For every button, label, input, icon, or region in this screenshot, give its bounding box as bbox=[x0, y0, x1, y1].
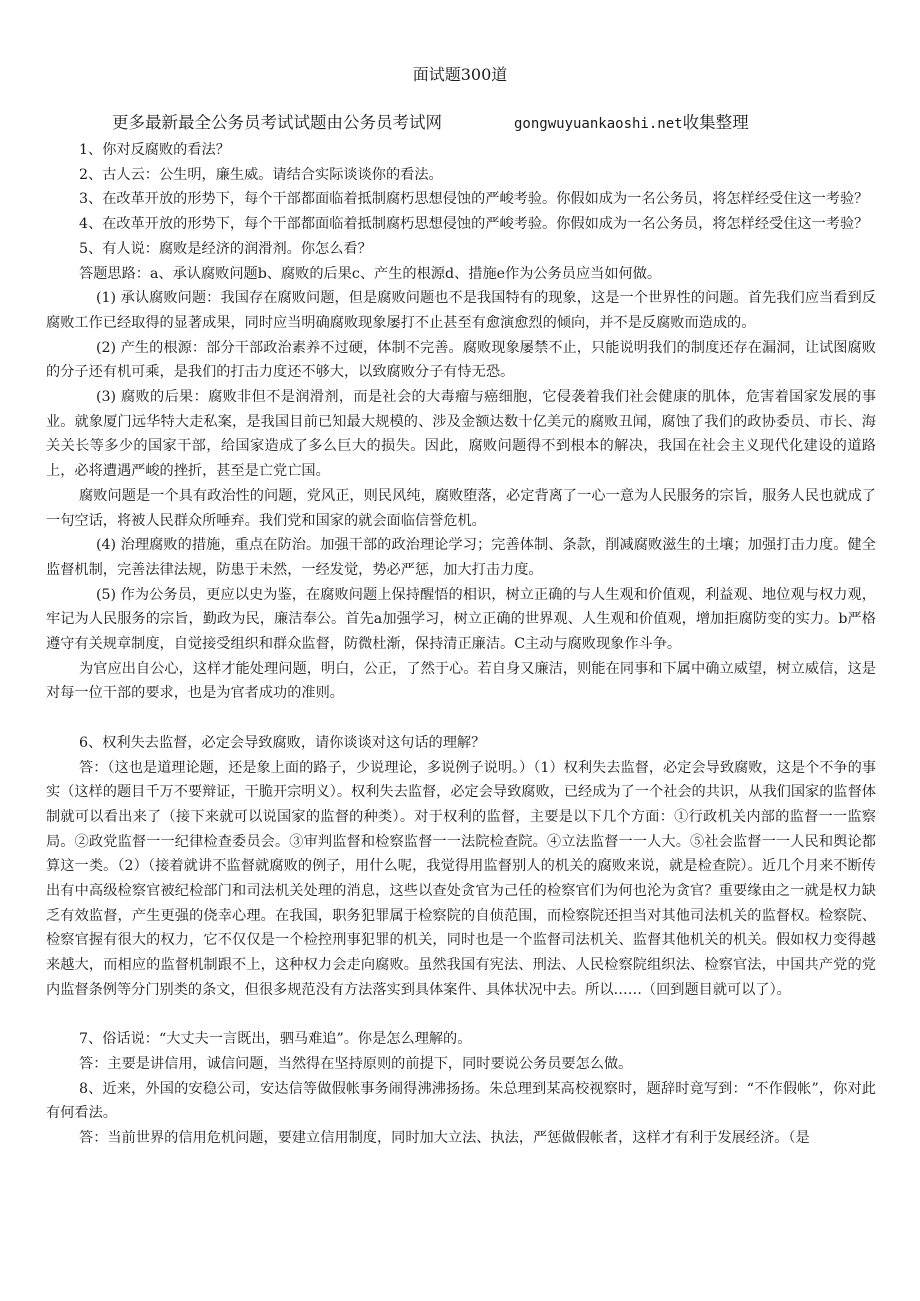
question-6: 6、权利失去监督，必定会导致腐败，请你谈谈对这句话的理解？ bbox=[79, 734, 486, 751]
answer-8: 答：当前世界的信用危机问题，要建立信用制度，同时加大立法、执法，严惩做假帐者，这样才有利于发展经济。（是 bbox=[79, 1130, 810, 1147]
subtitle-suffix: 收集整理 bbox=[682, 113, 749, 132]
document-body bbox=[46, 138, 876, 1151]
answer-6: 答：（这也是道理论题，还是象上面的路子，少说理论，多说例子说明。）（1）权利失去监督，必定会导致腐败，这是个不争的事实（这样的题目千万不要辩证，干脆开宗明义）。权利失去监督，必定会导致腐败，已经成为了一个社会的共识，从我们国家的监督体制就可以看出来了（接下来就可以说国家的监督的种类）。对于权利的监督，主要是以下几个方面：①行政机关内部的监督一一监察局。②政党监督一一纪律检查委员会。③审判监督和检察监督一一法院检查院。④立法监督一一人大。⑤社会监督一一人民和舆论都算这一类。（2）（接着就讲不监督就腐败的例子，用什么呢，我觉得用监督别人的机关的腐败来说，就是检查院）。近几个月来不断传出有中高级检察官被纪检部门和司法机关处理的消息，这些以查处贪官为己任的检察官们为何也沦为贪官？重要缘由之一就是权力缺乏有效监督，产生更强的侥幸心理。在我国，职务犯罪属于检察院的自侦范围，而检察院还担当对其他司法机关的监督权。检察院、检察官握有很大的权力，它不仅仅是一个检控刑事犯罪的机关，同时也是一个监督司法机关、监督其他机关的机关。假如权力变得越来越大，而相应的监督机制跟不上，这种权力会走向腐败。虽然我国有宪法、刑法、人民检察院组织法、检察官法，中国共产党的党内监督条例等分门别类的条文，但很多规范没有方法落实到具体案件、具体状况中去。所以……（回到题目就可以了）。 bbox=[46, 759, 876, 998]
question-8: 8、近来，外国的安稳公司，安达信等做假帐事务闹得沸沸扬扬。朱总理到某高校视察时，题辞时竟写到：“不作假帐”，你对此有何看法。 bbox=[46, 1080, 876, 1122]
answer-paragraph: 腐败问题是一个具有政治性的问题，党风正，则民风纯，腐败堕落，必定背离了一心一意为人民服务的宗旨，服务人民也就成了一句空话，将被人民群众所唾弃。我们党和国家的就会面临信誉危机。 bbox=[46, 487, 876, 529]
answer-point-3: (3) 腐败的后果：腐败非但不是润滑剂，而是社会的大毒瘤与癌细胞，它侵袭着我们社会健康的肌体，危害着国家发展的事业。就象厦门远华特大走私案，是我国目前已知最大规模的、涉及金额达数十亿美元的腐败丑闻，腐蚀了我们的政协委员、市长、海关关长等多少的国家干部，给国家造成了多么巨大的损失。因此，腐败问题得不到根本的解决，我国在社会主义现代化建设的道路上，必将遭遇严峻的挫折，甚至是亡党亡国。 bbox=[46, 389, 876, 480]
answer-outline: 答题思路：a、承认腐败问题b、腐败的后果c、产生的根源d、措施e作为公务员应当如何做。 bbox=[79, 265, 662, 282]
answer-point-5: (5) 作为公务员，更应以史为鉴，在腐败问题上保持醒悟的相识，树立正确的与人生观和价值观，利益观、地位观与权力观，牢记为人民服务的宗旨，勤政为民，廉洁奉公。首先a加强学习，树立正确的世界观、人生观和价值观，增加拒腐防变的实力。b严格遵守有关规章制度，自觉接受组织和群众监督，防微杜渐，保持清正廉洁。C主动与腐败现象作斗争。 bbox=[46, 586, 876, 653]
paragraph-gap bbox=[46, 706, 876, 731]
question-5: 5、有人说：腐败是经济的润滑剂。你怎么看？ bbox=[79, 240, 372, 257]
answer-point-2: (2) 产生的根源：部分干部政治素养不过硬，体制不完善。腐败现象屡禁不止，只能说明我们的制度还存在漏洞，让试图腐败的分子还有机可乘，是我们的打击力度还不够大，以致腐败分子有恃无恐。 bbox=[46, 339, 876, 381]
subtitle-text: 更多最新最全公务员考试试题由公务员考试网 bbox=[112, 113, 442, 132]
question-1: 1、你对反腐败的看法？ bbox=[79, 142, 230, 158]
page-title: 面试题300道 bbox=[412, 65, 508, 84]
question-2: 2、古人云：公生明，廉生威。请结合实际谈谈你的看法。 bbox=[79, 166, 443, 183]
page-subtitle bbox=[112, 112, 872, 135]
question-4: 4、在改革开放的形势下，每个干部都面临着抵制腐朽思想侵蚀的严峻考验。你假如成为一名公务员，将怎样经受住这一考验？ bbox=[79, 216, 869, 233]
answer-conclusion: 为官应出自公心，这样才能处理问题，明白，公正，了然于心。若自身又廉洁，则能在同事和下属中确立威望，树立威信，这是对每一位干部的要求，也是为官者成功的准则。 bbox=[46, 660, 876, 702]
question-3: 3、在改革开放的形势下，每个干部都面临着抵制腐朽思想侵蚀的严峻考验。你假如成为一名公务员，将怎样经受住这一考验？ bbox=[79, 191, 869, 208]
paragraph-gap bbox=[46, 1003, 876, 1028]
answer-point-1: (1) 承认腐败问题：我国存在腐败问题，但是腐败问题也不是我国特有的现象，这是一个世界性的问题。首先我们应当看到反腐败工作已经取得的显著成果，同时应当明确腐败现象屡打不止甚至有愈演愈烈的倾向，并不是反腐败而造成的。 bbox=[46, 290, 876, 331]
subtitle-site: gongwuyuankaoshi.net bbox=[514, 116, 683, 132]
question-7: 7、俗话说：“大丈夫一言既出，驷马难追”。你是怎么理解的。 bbox=[79, 1031, 472, 1048]
answer-7: 答：主要是讲信用，诚信问题，当然得在坚持原则的前提下，同时要说公务员要怎么做。 bbox=[79, 1055, 633, 1072]
answer-point-4: (4) 治理腐败的措施，重点在防治。加强干部的政治理论学习；完善体制、条款，削减腐败滋生的土壤；加强打击力度。健全监督机制，完善法律法规，防患于未然，一经发觉，势必严惩，加大打击力度。 bbox=[46, 537, 876, 578]
